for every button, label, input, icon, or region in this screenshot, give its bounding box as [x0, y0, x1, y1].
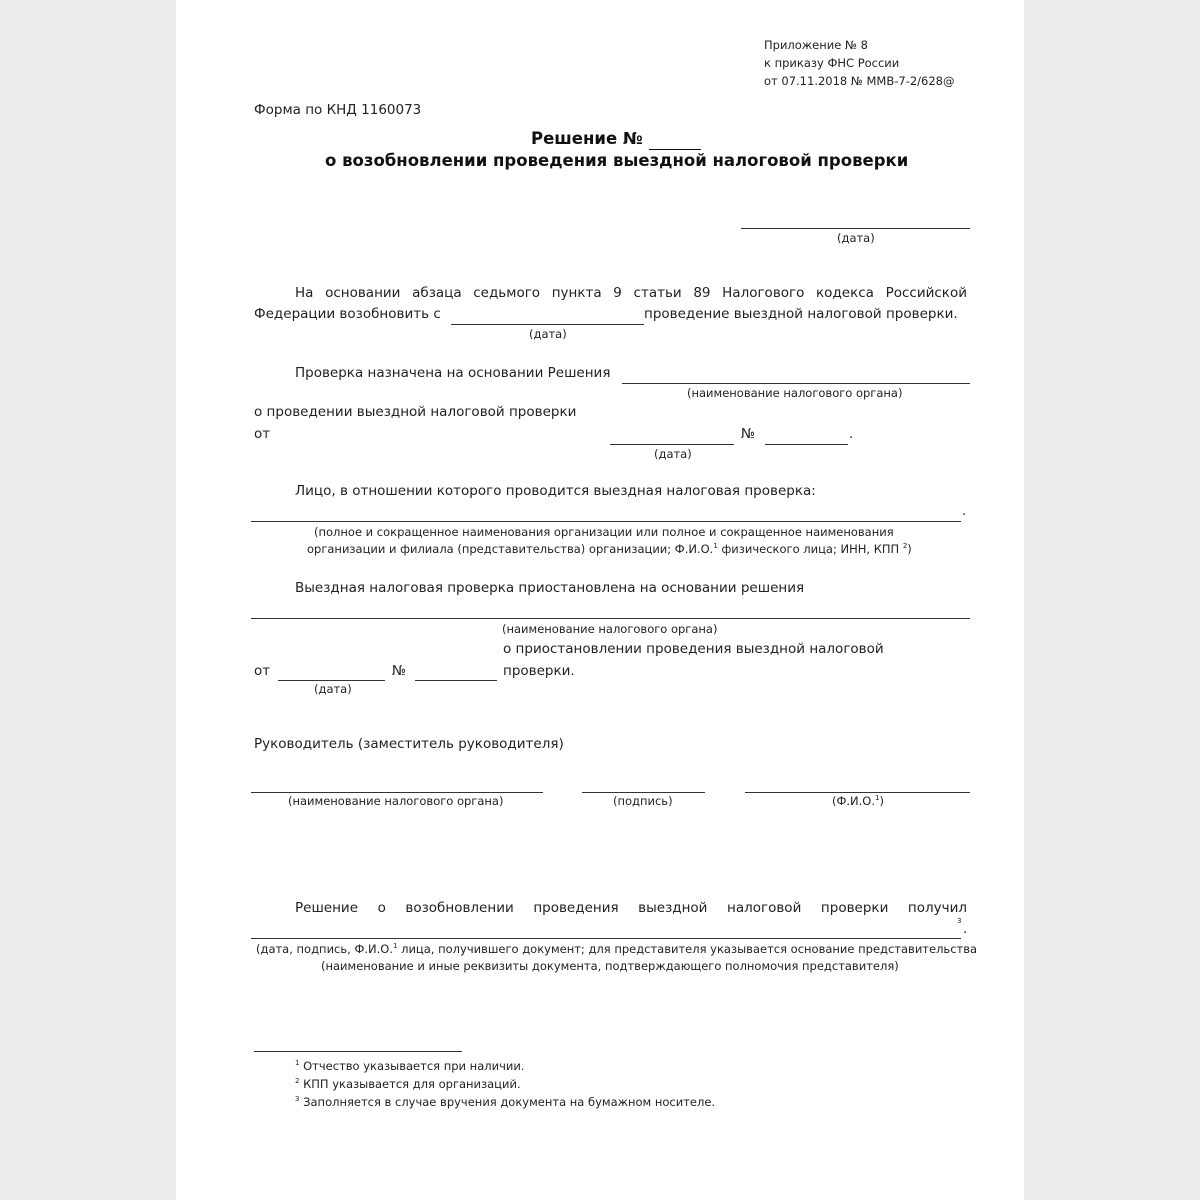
suspension-date-caption: (дата)	[314, 682, 352, 696]
receipt-word: получил	[907, 900, 967, 916]
form-code: Форма по КНД 1160073	[254, 102, 422, 118]
paragraph-1-line-2-suffix: проведение выездной налоговой проверки.	[644, 306, 958, 322]
suspending-authority-line	[251, 618, 970, 619]
footnote-mark: 1	[713, 542, 718, 550]
taxpayer-caption-2	[307, 544, 912, 556]
decision-period: .	[849, 426, 854, 442]
date-caption: (дата)	[837, 231, 875, 245]
paragraph-2-line-1: Проверка назначена на основании Решения	[295, 365, 611, 381]
date-field-line	[741, 228, 970, 229]
p1-word: Российской	[885, 285, 967, 301]
p1-word: На	[295, 285, 314, 301]
footnote-2	[295, 1079, 521, 1091]
signatory-name-line	[745, 792, 970, 793]
signatory-name-caption	[832, 796, 884, 808]
suspension-date-line	[278, 680, 385, 681]
suspending-authority-caption: (наименование налогового органа)	[502, 622, 718, 636]
signatory-authority-line	[251, 792, 543, 793]
appendix-line-3: от 07.11.2018 № ММВ-7-2/628@	[764, 74, 955, 88]
paragraph-4-line-1: Выездная налоговая проверка приостановлена на основании решения	[295, 580, 805, 596]
decision-date-caption: (дата)	[654, 447, 692, 461]
paragraph-3-line-1: Лицо, в отношении которого проводится выездная налоговая проверка:	[295, 483, 816, 499]
resume-date-line	[451, 324, 644, 325]
caption-text: физического лица; ИНН, КПП	[717, 542, 903, 556]
decision-from-label: от	[254, 426, 271, 442]
taxpayer-period: .	[962, 503, 967, 519]
footnote-mark: 2	[295, 1077, 300, 1085]
receipt-line-1	[295, 902, 967, 916]
footnote-mark: 1	[875, 794, 880, 802]
assigning-authority-line	[622, 383, 970, 384]
footnote-text: КПП указывается для организаций.	[303, 1077, 521, 1091]
appendix-line-1: Приложение № 8	[764, 38, 868, 52]
receipt-caption-2: (наименование и иные реквизиты документа, подтверждающего полномочия представителя)	[321, 959, 899, 973]
suspension-from-label: от	[254, 663, 271, 679]
footnote-mark: 1	[295, 1059, 300, 1067]
document-page	[176, 0, 1024, 1200]
receipt-word: Решение	[295, 900, 359, 916]
footnote-mark-3: 3	[957, 917, 962, 925]
footnote-mark: 1	[392, 942, 398, 950]
signature-line	[582, 792, 705, 793]
footnote-mark: 3	[295, 1095, 300, 1103]
title-number-blank	[649, 149, 701, 150]
suspension-number-sign: №	[392, 663, 407, 679]
receipt-word: о	[377, 900, 386, 916]
p1-word: 89	[693, 285, 711, 301]
signatory-authority-caption: (наименование налогового органа)	[288, 794, 504, 808]
p1-word: седьмого	[473, 285, 541, 301]
p1-word: кодекса	[816, 285, 874, 301]
caption-text: )	[907, 542, 912, 556]
footnote-3	[295, 1097, 715, 1109]
suspension-text-2: проверки.	[503, 663, 575, 679]
receipt-word: выездной	[638, 900, 708, 916]
suspension-number-line	[415, 680, 497, 681]
caption-text: организации и филиала (представительства) организации; Ф.И.О.	[307, 542, 714, 556]
footnote-text: Заполняется в случае вручения документа на бумажном носителе.	[303, 1095, 716, 1109]
receipt-line	[251, 938, 961, 939]
caption-text: лица, получившего документ; для представителя указывается основание представительства	[397, 942, 978, 956]
document-title-number: Решение №	[531, 129, 643, 148]
signatory-title: Руководитель (заместитель руководителя)	[254, 736, 564, 752]
appendix-line-2: к приказу ФНС России	[764, 56, 900, 70]
footnote-1	[295, 1061, 524, 1073]
suspension-text-1: о приостановлении проведения выездной налоговой	[503, 641, 884, 657]
caption-text: (дата, подпись, Ф.И.О.	[256, 942, 393, 956]
p1-word: основании	[325, 285, 401, 301]
decision-date-line	[610, 444, 734, 445]
taxpayer-caption-1: (полное и сокращенное наименования организации или полное и сокращенное наименования	[314, 525, 894, 539]
receipt-caption-1	[256, 944, 977, 956]
receipt-word: возобновлении	[405, 900, 514, 916]
receipt-word: проверки	[820, 900, 889, 916]
footnote-text: Отчество указывается при наличии.	[303, 1059, 525, 1073]
p1-word: 9	[613, 285, 622, 301]
resume-date-caption: (дата)	[529, 327, 567, 341]
p1-word: Налогового	[722, 285, 805, 301]
decision-number-line	[765, 444, 848, 445]
caption-text: )	[879, 794, 884, 808]
p1-word: пункта	[551, 285, 602, 301]
paragraph-1-line-2-prefix: Федерации возобновить с	[254, 306, 441, 322]
assigning-authority-caption: (наименование налогового органа)	[687, 386, 903, 400]
footnote-separator	[254, 1051, 462, 1052]
footnote-mark: 2	[902, 542, 908, 550]
document-title-subject: о возобновлении проведения выездной налоговой проверки	[325, 151, 909, 170]
receipt-word: налоговой	[727, 900, 802, 916]
signature-caption: (подпись)	[613, 794, 673, 808]
caption-text: (Ф.И.О.	[832, 794, 876, 808]
paragraph-1-line-1	[295, 287, 967, 301]
paragraph-2-line-2: о проведении выездной налоговой проверки	[254, 404, 577, 420]
receipt-period: .	[963, 921, 968, 937]
decision-number-sign: №	[741, 426, 756, 442]
p1-word: абзаца	[412, 285, 462, 301]
p1-word: статьи	[633, 285, 682, 301]
receipt-word: проведения	[533, 900, 619, 916]
taxpayer-line	[251, 521, 961, 522]
